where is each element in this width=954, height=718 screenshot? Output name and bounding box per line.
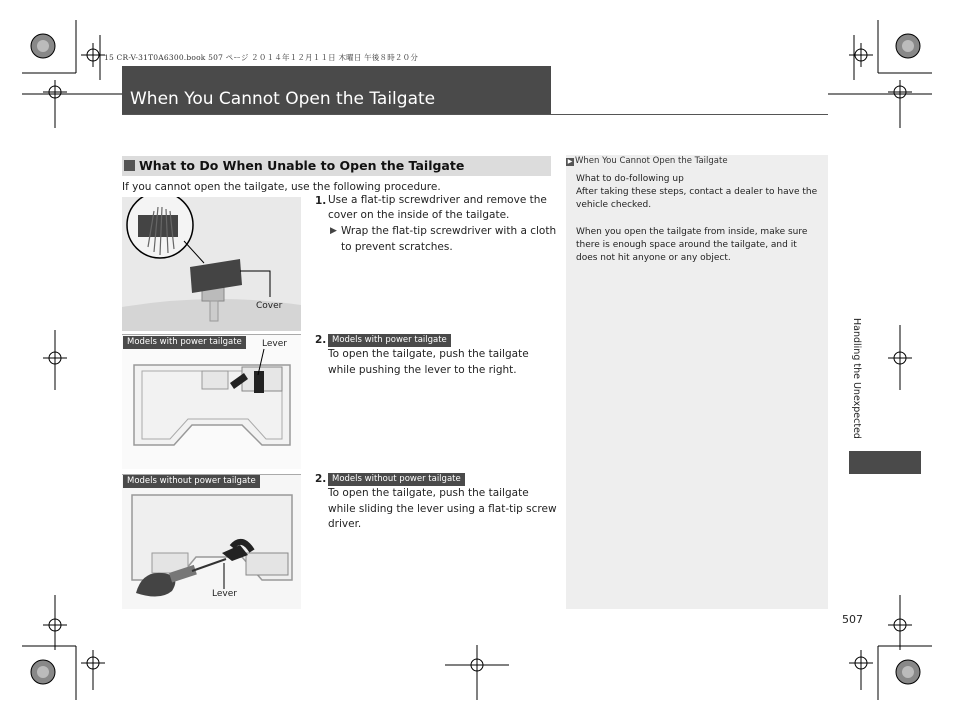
power-lever-illustration — [122, 334, 301, 469]
sidebar-p1-line2: After taking these steps, contact a dealer to have the — [576, 187, 818, 197]
power-image-tag: Models with power tailgate — [123, 336, 246, 349]
book-header-line: 15 CR-V-31T0A6300.book 507 ページ ２０１４年１２月１１日 木曜日 午後８時２０分 — [104, 53, 419, 62]
step1-sub-arrow-icon: ▶ — [330, 226, 337, 236]
chapter-side-tab — [850, 318, 864, 448]
step1-sub-line1: Wrap the flat-tip screwdriver with a cloth — [341, 225, 557, 237]
section-heading — [122, 156, 551, 176]
power-lever-callout: Lever — [262, 339, 287, 349]
step2b-line2: while sliding the lever using a flat-tip screw — [328, 503, 557, 515]
step2b-number: 2. — [315, 473, 327, 485]
manual-image-tag: Models without power tailgate — [123, 475, 260, 488]
step2a-number: 2. — [315, 334, 327, 346]
sidebar-reference — [566, 156, 728, 166]
sidebar-p2-line2: there is enough space around the tailgate, and it — [576, 240, 797, 250]
step2a-tag: Models with power tailgate — [328, 334, 451, 347]
power-lever-illustration-svg — [122, 335, 301, 469]
section-square-icon — [124, 160, 135, 171]
sidebar-p2-line1: When you open the tailgate from inside, make sure — [576, 227, 808, 237]
page-title: When You Cannot Open the Tailgate — [130, 89, 436, 109]
step1-line2: cover on the inside of the tailgate. — [328, 209, 510, 221]
cover-callout: Cover — [256, 301, 283, 311]
chapter-tab-block — [849, 451, 921, 474]
step2b-tag: Models without power tailgate — [328, 473, 465, 486]
notes-sidebar — [566, 155, 828, 609]
section-intro: If you cannot open the tailgate, use the following procedure. — [122, 181, 441, 193]
sidebar-p1-line1: What to do-following up — [576, 174, 684, 184]
sidebar-ref-title: When You Cannot Open the Tailgate — [575, 156, 728, 166]
step1-sub-line2: to prevent scratches. — [341, 241, 453, 253]
reference-arrow-icon: ▶ — [567, 158, 573, 165]
sidebar-p2-line3: does not hit anyone or any object. — [576, 253, 731, 263]
title-rule — [122, 114, 828, 115]
manual-lever-callout: Lever — [212, 589, 237, 599]
step2b-line1: To open the tailgate, push the tailgate — [328, 487, 529, 499]
step2b-line3: driver. — [328, 518, 362, 530]
page-number: 507 — [842, 613, 863, 626]
section-title: What to Do When Unable to Open the Tailgate — [139, 158, 465, 173]
step1-number: 1. — [315, 195, 327, 207]
step2a-line1: To open the tailgate, push the tailgate — [328, 348, 529, 360]
sidebar-p1-line3: vehicle checked. — [576, 200, 652, 210]
chapter-side-tab-label: Handling the Unexpected — [851, 318, 862, 439]
step1-line1: Use a flat-tip screwdriver and remove the — [328, 194, 547, 206]
step2a-line2: while pushing the lever to the right. — [328, 364, 517, 376]
